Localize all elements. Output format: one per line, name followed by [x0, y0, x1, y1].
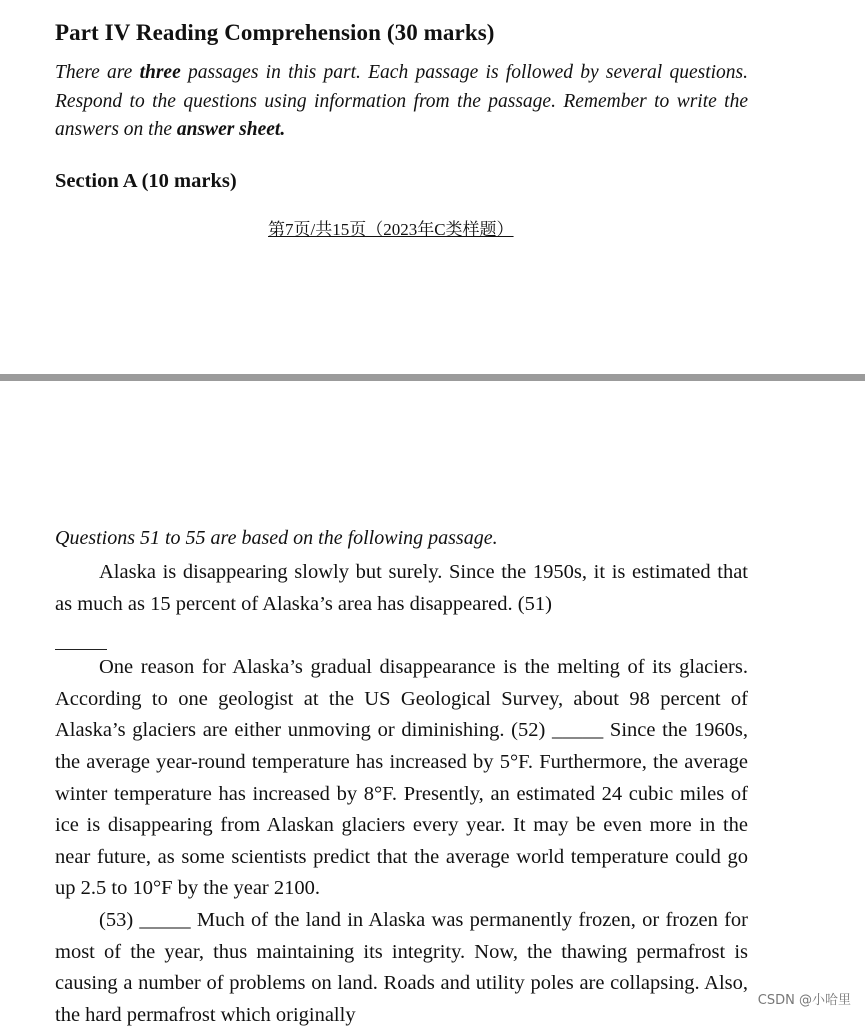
- passage: [55, 557, 748, 1031]
- instructions-text-2: passages in this part. Each passage is followed by several questions. Respond to the questions using information from the passage. Remember to write the answers on the: [55, 62, 748, 140]
- paragraph-2: One reason for Alaska’s gradual disappearance is the melting of its glaciers. According to one geologist at the US Geological Survey, about 98 percent of Alaska’s glaciers are either unmoving or diminishing. (52) _____ Since the 1960s, the average year-round temperature has increased by 5°F. Furthermore, the average winter temperature has increased by 8°F. Presently, an estimated 24 cubic miles of ice is disappearing from Alaskan glaciers every year. It may be even more in the near future, as some scientists predict that the average world temperature could go up 2.5 to 10°F by the year 2100.: [55, 656, 748, 900]
- instructions-emphasis-three: three: [139, 62, 181, 83]
- page-footer: 第7页/共15页（2023年C类样题）: [268, 220, 514, 239]
- page-7-bottom: [0, 0, 865, 374]
- instructions-emphasis-answer-sheet: answer sheet.: [176, 119, 286, 140]
- answer-blank-51: [55, 620, 107, 650]
- page-divider: [0, 374, 865, 381]
- instructions-text-1: There are: [55, 62, 140, 83]
- paragraph-1: Alaska is disappearing slowly but surely. Since the 1950s, it is estimated that as much as 15 percent of Alaska’s area has disappeared. (51): [55, 561, 748, 615]
- watermark: CSDN @小哈里: [757, 993, 851, 1008]
- section-title: Section A (10 marks): [55, 170, 237, 192]
- part-title: Part IV Reading Comprehension (30 marks): [55, 20, 495, 45]
- paragraph-3: (53) _____ Much of the land in Alaska was permanently frozen, or frozen for most of the year, thus maintaining its integrity. Now, the thawing permafrost is causing a number of problems on land. Roads and utility poles are collapsing. Also, the hard permafrost which originally: [55, 908, 748, 1026]
- instructions: [55, 59, 748, 145]
- question-intro: Questions 51 to 55 are based on the following passage.: [55, 527, 498, 549]
